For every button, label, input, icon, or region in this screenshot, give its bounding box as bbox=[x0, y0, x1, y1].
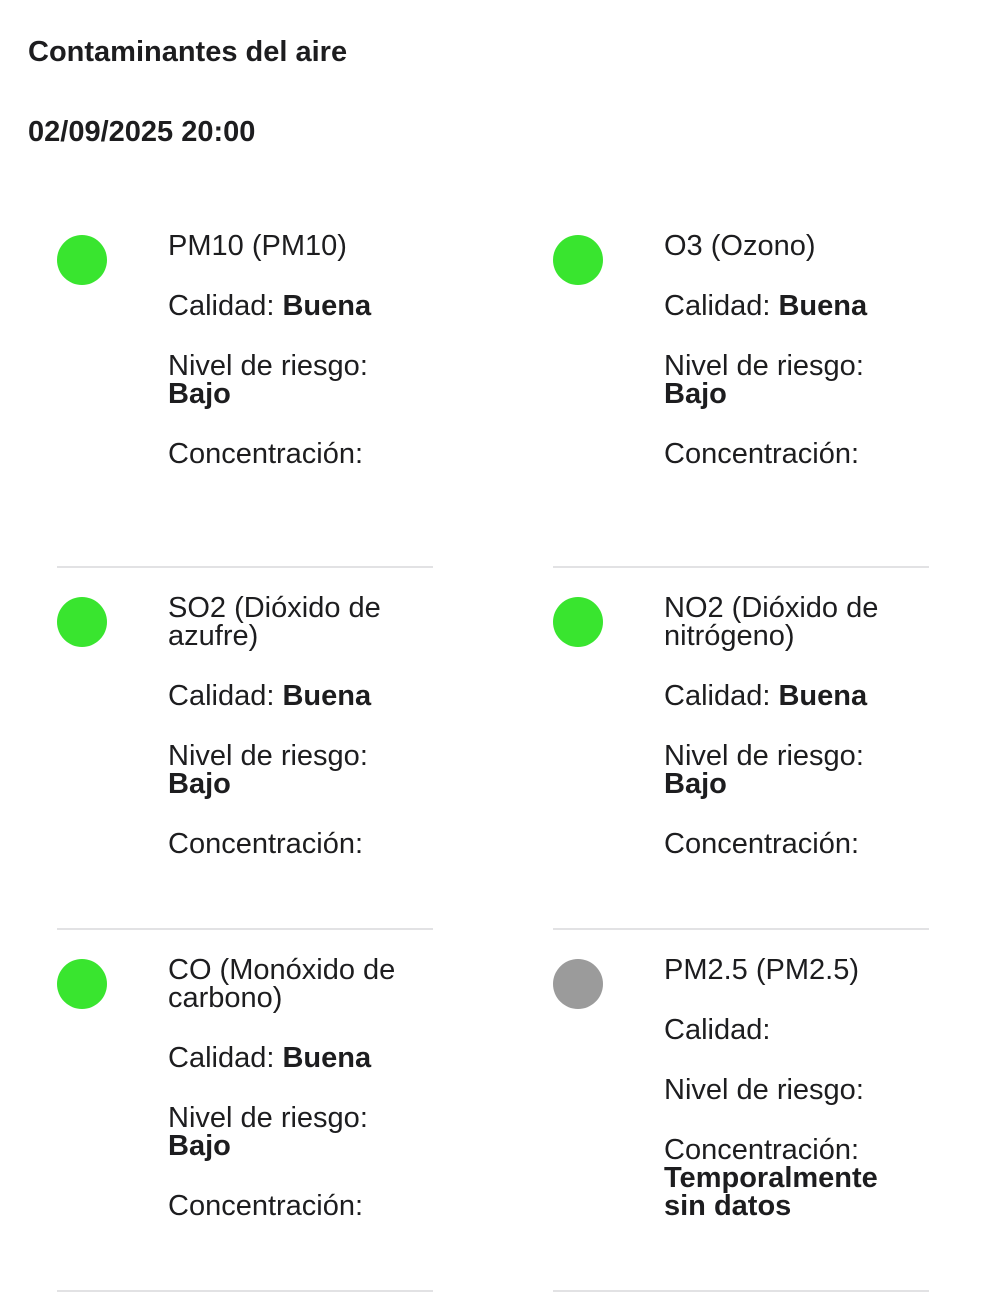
concentration-label: Concentración: bbox=[664, 1134, 860, 1166]
risk-value: Bajo bbox=[168, 378, 231, 410]
quality-value: Buena bbox=[282, 290, 372, 322]
quality-label: Calidad: bbox=[664, 1014, 771, 1046]
quality-label: Calidad: bbox=[168, 290, 275, 322]
quality-row bbox=[168, 292, 430, 320]
quality-value: Buena bbox=[282, 1042, 372, 1074]
risk-row bbox=[664, 742, 926, 798]
risk-row bbox=[168, 742, 430, 798]
pollutant-card-o3 bbox=[553, 206, 929, 568]
quality-label: Calidad: bbox=[168, 1042, 275, 1074]
risk-label: Nivel de riesgo: bbox=[168, 1102, 368, 1134]
quality-label: Calidad: bbox=[664, 290, 771, 322]
status-dot-icon bbox=[57, 959, 107, 1009]
status-dot-icon bbox=[57, 597, 107, 647]
pollutant-name: NO2 (Dióxido de nitrógeno) bbox=[664, 592, 879, 652]
status-dot-icon bbox=[553, 597, 603, 647]
pollutant-info bbox=[664, 956, 926, 1252]
risk-label: Nivel de riesgo: bbox=[664, 1074, 864, 1106]
concentration-label: Concentración: bbox=[168, 1190, 364, 1222]
page-title: Contaminantes del aire bbox=[28, 36, 348, 68]
quality-value: Buena bbox=[778, 680, 868, 712]
pollutant-info bbox=[168, 956, 430, 1252]
pollutant-card-so2 bbox=[57, 568, 433, 930]
quality-value: Buena bbox=[778, 290, 868, 322]
risk-value: Bajo bbox=[168, 768, 231, 800]
risk-value: Bajo bbox=[664, 768, 727, 800]
risk-value: Bajo bbox=[664, 378, 727, 410]
quality-row bbox=[168, 1044, 430, 1072]
pollutant-card-no2 bbox=[553, 568, 929, 930]
pollutant-info bbox=[168, 594, 430, 890]
concentration-row bbox=[664, 1136, 926, 1220]
quality-row bbox=[664, 292, 926, 320]
status-dot-icon bbox=[553, 959, 603, 1009]
concentration-row bbox=[168, 830, 430, 858]
risk-row bbox=[168, 1104, 430, 1160]
pollutants-grid bbox=[57, 206, 929, 1292]
quality-label: Calidad: bbox=[168, 680, 275, 712]
pollutant-name: O3 (Ozono) bbox=[664, 230, 816, 262]
pollutant-name: PM10 (PM10) bbox=[168, 230, 347, 262]
pollutant-card-pm25 bbox=[553, 930, 929, 1292]
pollutant-info bbox=[664, 594, 926, 890]
concentration-value: Temporalmente sin datos bbox=[664, 1162, 878, 1222]
quality-row bbox=[168, 682, 430, 710]
status-dot-icon bbox=[57, 235, 107, 285]
pollutant-info bbox=[664, 232, 926, 500]
risk-label: Nivel de riesgo: bbox=[664, 740, 864, 772]
concentration-label: Concentración: bbox=[664, 438, 860, 470]
quality-row bbox=[664, 1016, 926, 1044]
risk-value: Bajo bbox=[168, 1130, 231, 1162]
quality-label: Calidad: bbox=[664, 680, 771, 712]
pollutant-name: PM2.5 (PM2.5) bbox=[664, 954, 859, 986]
concentration-label: Concentración: bbox=[664, 828, 860, 860]
pollutant-name: CO (Monóxido de carbono) bbox=[168, 954, 396, 1014]
concentration-row bbox=[168, 1192, 430, 1220]
quality-row bbox=[664, 682, 926, 710]
status-dot-icon bbox=[553, 235, 603, 285]
quality-value: Buena bbox=[282, 680, 372, 712]
concentration-label: Concentración: bbox=[168, 438, 364, 470]
concentration-row bbox=[664, 830, 926, 858]
risk-row bbox=[664, 1076, 926, 1104]
concentration-row bbox=[168, 440, 430, 468]
pollutant-info bbox=[168, 232, 430, 500]
risk-label: Nivel de riesgo: bbox=[168, 350, 368, 382]
risk-label: Nivel de riesgo: bbox=[168, 740, 368, 772]
pollutant-card-pm10 bbox=[57, 206, 433, 568]
risk-row bbox=[664, 352, 926, 408]
risk-label: Nivel de riesgo: bbox=[664, 350, 864, 382]
pollutant-card-co bbox=[57, 930, 433, 1292]
concentration-row bbox=[664, 440, 926, 468]
measurement-datetime: 02/09/2025 20:00 bbox=[28, 116, 256, 148]
concentration-label: Concentración: bbox=[168, 828, 364, 860]
pollutant-name: SO2 (Dióxido de azufre) bbox=[168, 592, 381, 652]
risk-row bbox=[168, 352, 430, 408]
